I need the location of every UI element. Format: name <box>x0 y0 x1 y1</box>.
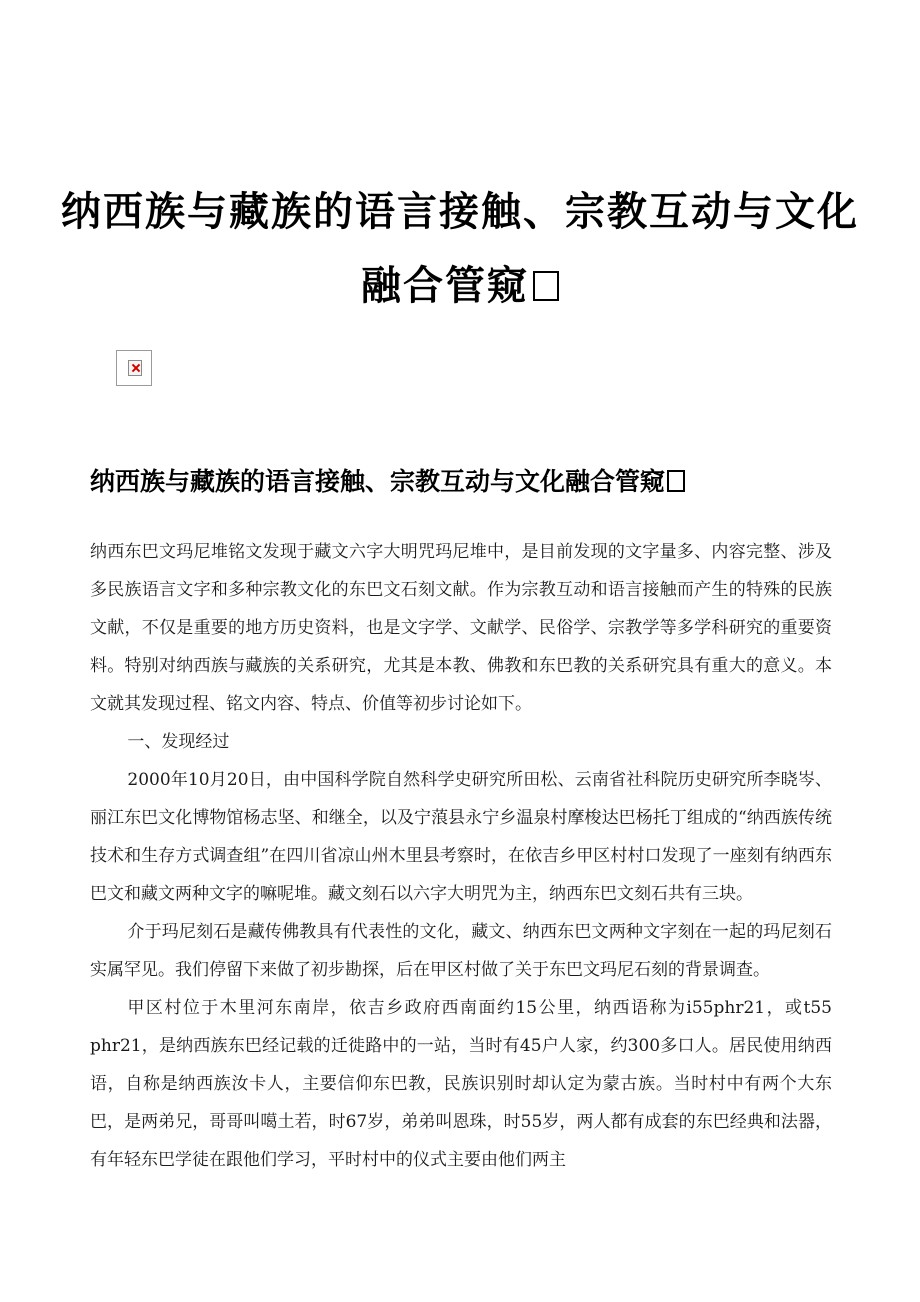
paragraph-mani-stones: 介于玛尼刻石是藏传佛教具有代表性的文化，藏文、纳西东巴文两种文字刻在一起的玛尼刻石实属罕见。我们停留下来做了初步勘探，后在甲区村做了关于东巴文玛尼石刻的背景调查。 <box>90 922 832 980</box>
broken-image-glyph <box>128 360 142 376</box>
section-heading-discovery: 一、发现经过 <box>127 732 230 752</box>
document-title-line-2: 融合管窥 <box>0 254 920 311</box>
section-heading: 纳西族与藏族的语言接触、宗教互动与文化融合管窥 <box>90 462 685 502</box>
document-title-line-1: 纳西族与藏族的语言接触、宗教互动与文化 <box>61 188 859 235</box>
broken-image-icon <box>116 350 152 386</box>
paragraph-jiaqu-village: 甲区村位于木里河东南岸，依吉乡政府西南面约15公里，纳西语称为i55phr21，或t55 phr21，是纳西族东巴经记载的迁徙路中的一站，当时有45户人家，约300多口人。居民使用纳西语，自称是纳西族汝卡人，主要信仰东巴教，民族识别时却认定为蒙古族。当时村中有两个大东巴，是两弟兄，哥哥叫噶土若，时67岁，弟弟叫恩珠，时55岁，两人都有成套的东巴经典和法器，有年轻东巴学徒在跟他们学习，平时村中的仪式主要由他们两主 <box>90 998 832 1170</box>
paragraph-intro: 纳西东巴文玛尼堆铭文发现于藏文六字大明咒玛尼堆中，是目前发现的文字量多、内容完整、涉及多民族语言文字和多种宗教文化的东巴文石刻文献。作为宗教互动和语言接触而产生的特殊的民族文献，不仅是重要的地方历史资料，也是文字学、文献学、民俗学、宗教学等多学科研究的重要资料。特别对纳西族与藏族的关系研究，尤其是本教、佛教和东巴教的关系研究具有重大的意义。本文就其发现过程、铭文内容、特点、价值等初步讨论如下。 <box>90 542 832 714</box>
article-body <box>90 533 832 1179</box>
paragraph-discovery: 2000年10月20日，由中国科学院自然科学史研究所田松、云南省社科院历史研究所李晓岑、丽江东巴文化博物馆杨志坚、和继全，以及宁蒗县永宁乡温泉村摩梭达巴杨托丁组成的“纳西族传统技术和生存方式调查组”在四川省凉山州木里县考察时，在依吉乡甲区村村口发现了一座刻有纳西东巴文和藏文两种文字的嘛呢堆。藏文刻石以六字大明咒为主，纳西东巴文刻石共有三块。 <box>90 770 832 904</box>
missing-glyph-box-small <box>667 470 685 492</box>
missing-glyph-box <box>533 271 559 301</box>
